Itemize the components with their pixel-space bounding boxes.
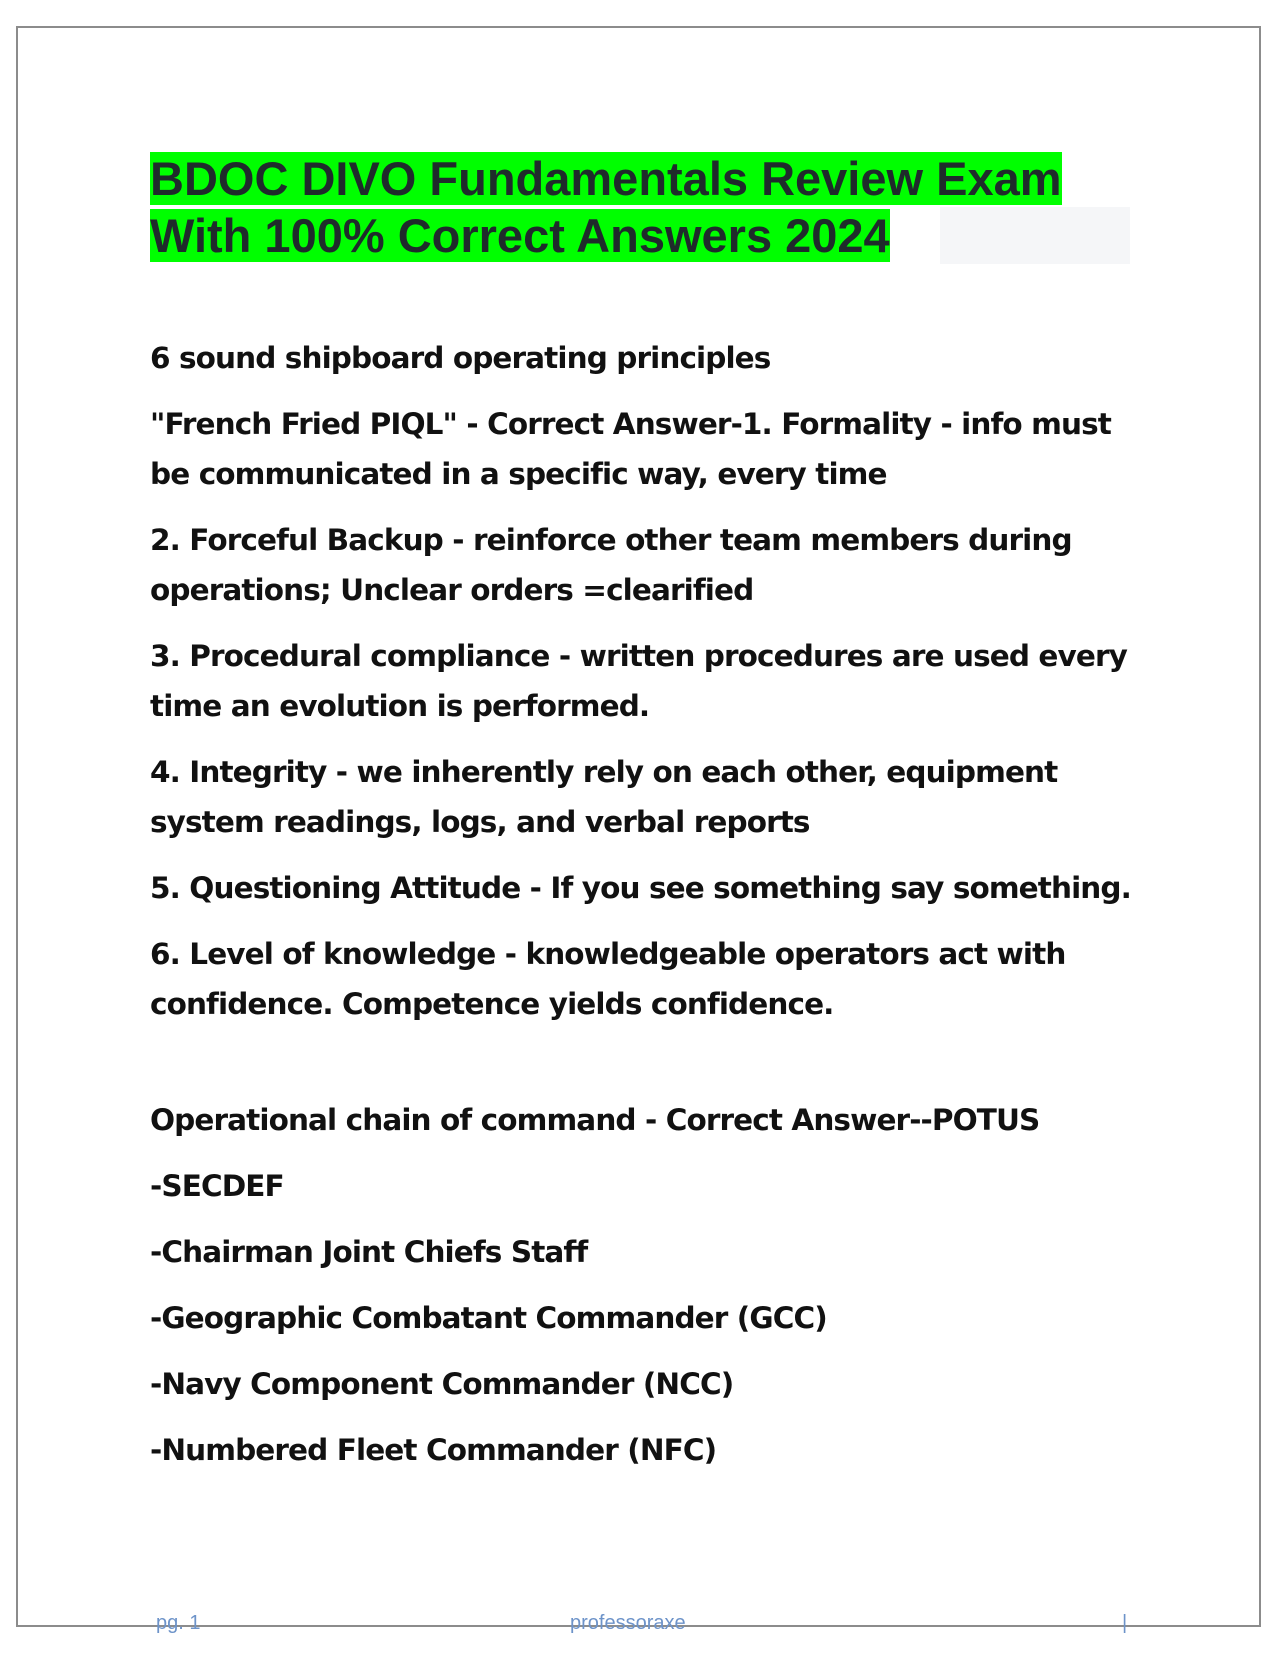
chain-of-command-heading: Operational chain of command - Correct Answer--POTUS [150, 1103, 1040, 1137]
paragraph-level-of-knowledge: 6. Level of knowledge - knowledgeable operators act with confidence. Competence yields confidence. [150, 937, 1066, 1021]
footer-author: professoraxe [570, 1612, 686, 1634]
title-line-1 [150, 150, 1130, 207]
title-line-1-text: BDOC DIVO Fundamentals Review Exam [150, 152, 1062, 205]
paragraph-questioning-attitude: 5. Questioning Attitude - If you see something say something. [150, 871, 1131, 905]
footer-page-number: pg. 1 [156, 1612, 201, 1634]
paragraph-forceful-backup: 2. Forceful Backup - reinforce other team members during operations; Unclear orders =clearified [150, 523, 1072, 607]
paragraph-procedural-compliance: 3. Procedural compliance - written procedures are used every time an evolution is performed. [150, 639, 1127, 723]
document-body [150, 333, 1140, 1491]
chain-item-ncc: -Navy Component Commander (NCC) [150, 1367, 734, 1401]
footer-separator: | [1122, 1612, 1128, 1634]
paragraph-heading: 6 sound shipboard operating principles [150, 341, 771, 375]
document-title [150, 150, 1130, 264]
chain-item-nfc: -Numbered Fleet Commander (NFC) [150, 1433, 717, 1467]
chain-item-cjcs: -Chairman Joint Chiefs Staff [150, 1235, 588, 1269]
chain-item-secdef: -SECDEF [150, 1169, 284, 1203]
title-line-2-text: With 100% Correct Answers 2024 [150, 209, 890, 262]
chain-item-gcc: -Geographic Combatant Commander (GCC) [150, 1301, 827, 1335]
paragraph-integrity: 4. Integrity - we inherently rely on each other, equipment system readings, logs, and verbal reports [150, 755, 1058, 839]
title-line-2 [150, 207, 1130, 264]
paragraph-formality: "French Fried PIQL" - Correct Answer-1. Formality - info must be communicated in a specific way, every time [150, 407, 1111, 491]
page-footer [0, 1612, 1280, 1636]
